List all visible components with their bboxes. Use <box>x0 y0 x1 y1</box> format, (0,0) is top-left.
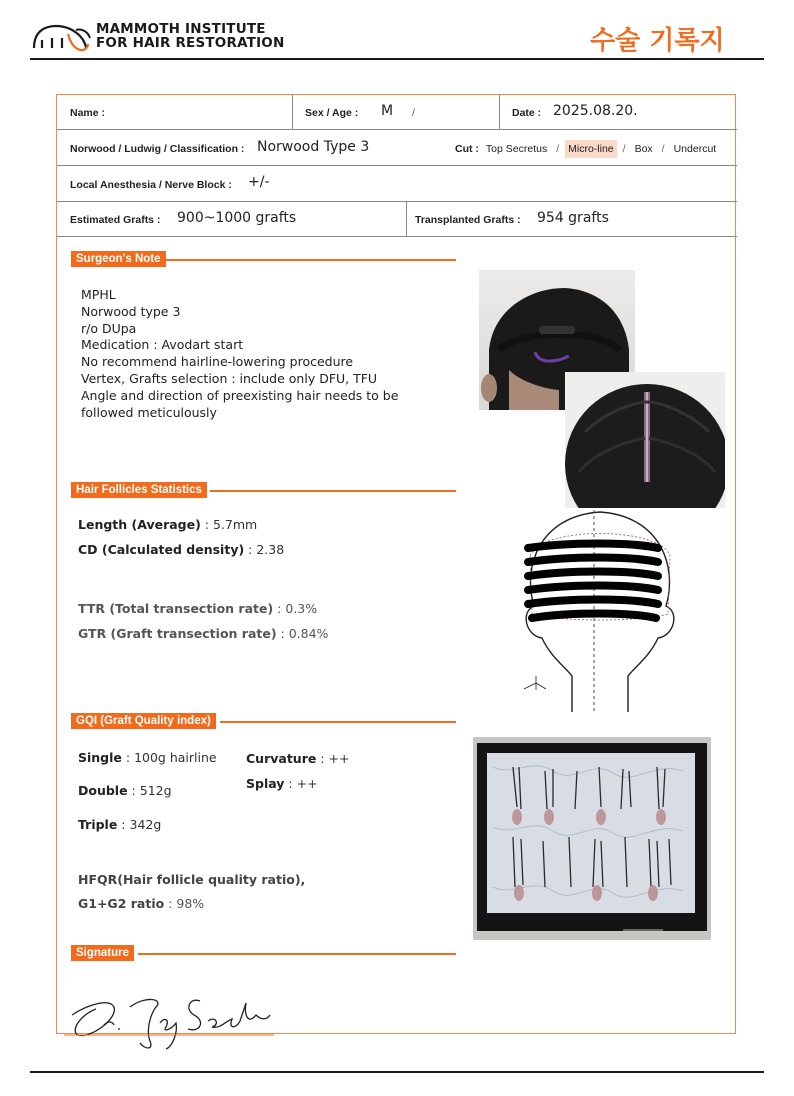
length-stat <box>78 517 257 532</box>
row-divider <box>57 165 737 166</box>
length-label: Length (Average) <box>78 517 201 532</box>
crown-photo <box>565 372 725 508</box>
length-value: : 5.7mm <box>200 517 258 532</box>
signature-image <box>60 985 280 1057</box>
single-value: : 100g hairline <box>121 750 217 765</box>
note-line: r/o DUpa <box>81 320 137 336</box>
section-rule <box>138 953 456 955</box>
cut-option-box[interactable]: Box <box>634 143 653 155</box>
age-separator: / <box>412 107 415 119</box>
graft-monitor-photo <box>473 737 711 940</box>
name-label: Name : <box>70 107 106 119</box>
row-divider <box>57 236 737 237</box>
gtr-value: : 0.84% <box>276 626 329 641</box>
splay-stat <box>246 776 318 791</box>
gqi-heading: GQI (Graft Quality index) <box>71 713 216 729</box>
triple-stat <box>78 817 161 832</box>
hfqr-stat <box>78 872 305 887</box>
date-field[interactable]: 2025.08.20. <box>553 103 638 119</box>
cut-label: Cut : <box>455 143 479 155</box>
transplanted-grafts-field[interactable]: 954 grafts <box>537 210 609 226</box>
sex-age-label: Sex / Age : <box>305 107 359 119</box>
note-line: No recommend hairline-lowering procedure <box>81 354 354 370</box>
classification-label: Norwood / Ludwig / Classification : <box>70 143 245 155</box>
single-stat <box>78 750 217 765</box>
column-divider <box>406 202 407 236</box>
logo-line-1: MAMMOTH INSTITUTE <box>96 21 266 37</box>
surgeon-note-heading: Surgeon's Note <box>71 251 166 267</box>
follicle-stats-heading: Hair Follicles Statistics <box>71 482 207 498</box>
signature-text: Dr. Jay Seok <box>60 985 66 986</box>
note-line: Norwood type 3 <box>81 303 181 319</box>
cd-label: CD (Calculated density) <box>78 542 245 557</box>
curvature-label: Curvature <box>246 751 317 766</box>
transplanted-grafts-label: Transplanted Grafts : <box>415 214 521 226</box>
footer-divider <box>30 1071 764 1073</box>
cd-stat <box>78 542 284 557</box>
double-value: : 512g <box>127 783 172 798</box>
note-line: Angle and direction of preexisting hair needs to be <box>81 387 399 403</box>
cut-separator: / <box>661 143 665 155</box>
column-divider <box>292 95 293 129</box>
gtr-stat <box>78 626 328 641</box>
header-divider <box>30 58 764 60</box>
curvature-stat <box>246 751 349 766</box>
document-title: 수술 기록지 <box>590 26 725 56</box>
logo-line-2: FOR HAIR RESTORATION <box>96 35 285 51</box>
note-line: Vertex, Grafts selection : include only DFU, TFU <box>81 370 378 386</box>
cut-separator: / <box>622 143 626 155</box>
cut-option-top-secretus[interactable]: Top Secretus <box>485 143 548 155</box>
estimated-grafts-label: Estimated Grafts : <box>70 214 161 226</box>
column-divider <box>499 95 500 129</box>
cut-option-undercut[interactable]: Undercut <box>673 143 717 155</box>
gtr-label: GTR (Graft transection rate) <box>78 626 277 641</box>
classification-field[interactable]: Norwood Type 3 <box>257 139 370 155</box>
row-divider <box>57 201 737 202</box>
double-label: Double <box>78 783 128 798</box>
note-line: MPHL <box>81 287 116 302</box>
triple-label: Triple <box>78 817 118 832</box>
note-line: followed meticulously <box>81 404 217 420</box>
ttr-label: TTR (Total transection rate) <box>78 601 274 616</box>
date-label: Date : <box>512 107 542 119</box>
triple-value: : 342g <box>117 817 162 832</box>
surgeon-note-text <box>81 287 398 421</box>
section-rule <box>210 490 456 492</box>
head-diagram-icon <box>510 506 690 712</box>
cut-separator: / <box>556 143 560 155</box>
ratio-value: : 98% <box>164 896 205 911</box>
row-divider <box>57 129 737 130</box>
cut-option-micro-line[interactable]: Micro-line <box>565 140 617 158</box>
double-stat <box>78 783 172 798</box>
ttr-stat <box>78 601 317 616</box>
hfqr-label: HFQR(Hair follicle quality ratio), <box>78 872 306 887</box>
cd-value: : 2.38 <box>244 542 285 557</box>
anesthesia-label: Local Anesthesia / Nerve Block : <box>70 179 232 191</box>
estimated-grafts-field[interactable]: 900~1000 grafts <box>177 210 297 226</box>
curvature-value: : ++ <box>316 751 350 766</box>
cut-options <box>455 140 719 158</box>
sex-field[interactable]: M <box>381 103 394 119</box>
section-rule <box>166 259 456 261</box>
splay-value: : ++ <box>284 776 318 791</box>
note-line: Medication : Avodart start <box>81 337 244 353</box>
splay-label: Splay <box>246 776 285 791</box>
ttr-value: : 0.3% <box>273 601 318 616</box>
signature-heading: Signature <box>71 945 134 961</box>
single-label: Single <box>78 750 122 765</box>
section-rule <box>220 721 456 723</box>
logo-text <box>96 22 285 50</box>
anesthesia-field[interactable]: +/- <box>248 174 270 190</box>
ratio-label: G1+G2 ratio <box>78 896 165 911</box>
ratio-stat <box>78 896 204 911</box>
